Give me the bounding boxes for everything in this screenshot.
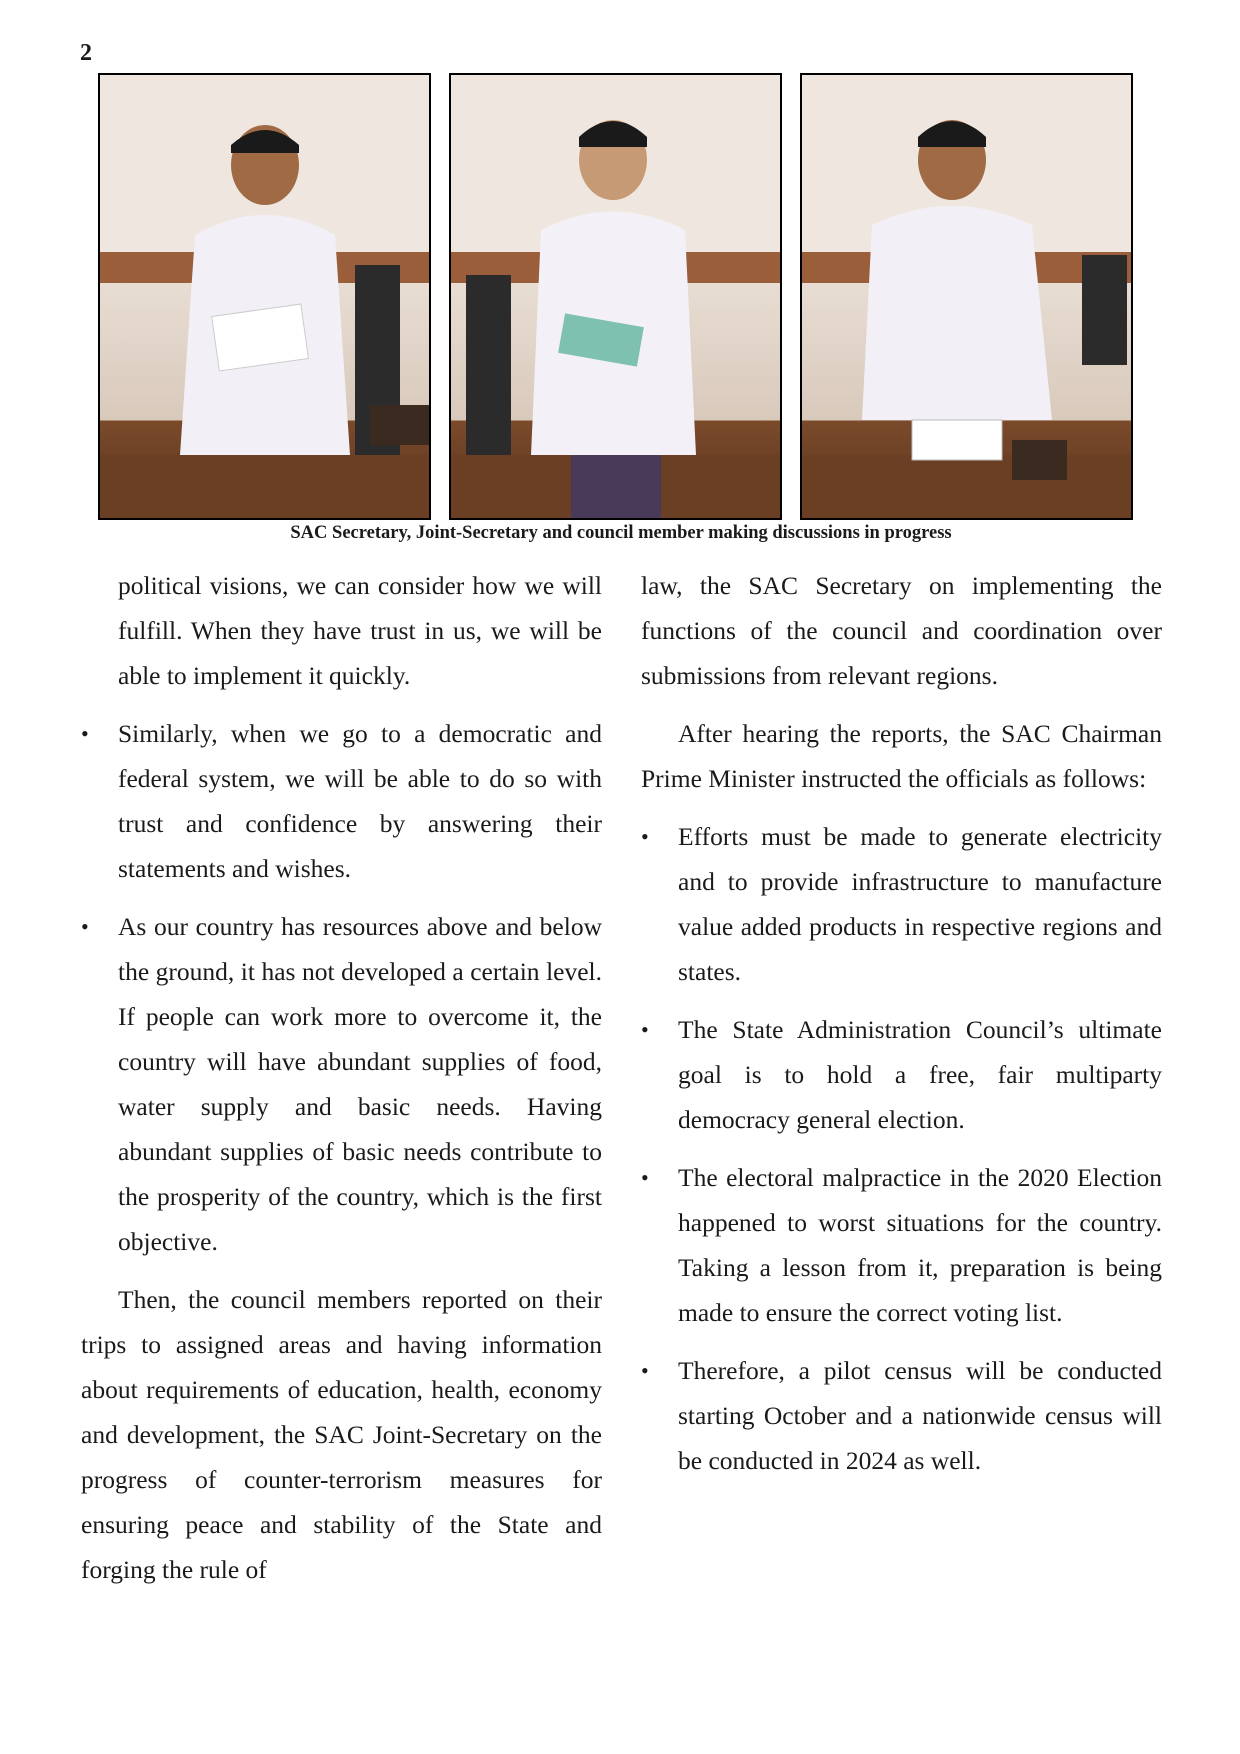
list-item-text: Therefore, a pilot census will be conducted starting October and a nationwide census will be conducted in 2024 as well. [678,1356,1162,1475]
person-speaking-photo-2 [451,75,780,518]
list-item-text: The State Administration Council’s ultimate goal is to hold a free, fair multiparty democracy general election. [678,1015,1162,1134]
right-bullet-list [641,814,1162,1483]
right-paragraph: After hearing the reports, the SAC Chairman Prime Minister instructed the officials as follows: [641,719,1162,793]
bullet-icon: • [641,824,649,849]
bullet-icon: • [81,914,89,939]
page-number: 2 [80,40,92,66]
photo-joint-secretary [449,73,782,520]
left-column [81,563,602,1605]
list-item [641,1155,1162,1335]
bullet-icon: • [81,721,89,746]
list-item [81,711,602,891]
list-item [81,904,602,1264]
bullet-icon: • [641,1165,649,1190]
photo-council-member [800,73,1133,520]
photo-strip [98,73,1144,520]
right-continuation: law, the SAC Secretary on implementing the functions of the council and coordination over submissions from relevant regions. [641,571,1162,690]
list-item [641,1348,1162,1483]
list-item [641,814,1162,994]
right-column [641,563,1162,1496]
left-paragraph: Then, the council members reported on their trips to assigned areas and having information about requirements of education, health, economy and development, the SAC Joint-Secretary on the progress of counter-terrorism measures for ensuring peace and stability of the State and forging the rule of [81,1285,602,1584]
list-item-text: As our country has resources above and below the ground, it has not developed a certain level. If people can work more to overcome it, the country will have abundant supplies of food, water supply and basic needs. Having abundant supplies of basic needs contribute to the prosperity of the country, which is the first objective. [118,912,602,1256]
list-item-text: Similarly, when we go to a democratic and federal system, we will be able to do so with trust and confidence by answering their statements and wishes. [118,719,602,883]
bullet-icon: • [641,1358,649,1383]
person-speaking-photo-1 [100,75,429,518]
photo-sac-secretary [98,73,431,520]
bullet-icon: • [641,1017,649,1042]
person-speaking-photo-3 [802,75,1131,518]
left-bullet-list [81,711,602,1264]
left-intro-continuation: political visions, we can consider how we will fulfill. When they have trust in us, we will be able to implement it quickly. [118,571,602,690]
list-item-text: Efforts must be made to generate electricity and to provide infrastructure to manufacture value added products in respective regions and states. [678,822,1162,986]
figure-caption: SAC Secretary, Joint-Secretary and council member making discussions in progress [290,523,952,543]
list-item-text: The electoral malpractice in the 2020 Election happened to worst situations for the country. Taking a lesson from it, preparation is being made to ensure the correct voting list. [678,1163,1162,1327]
list-item [641,1007,1162,1142]
